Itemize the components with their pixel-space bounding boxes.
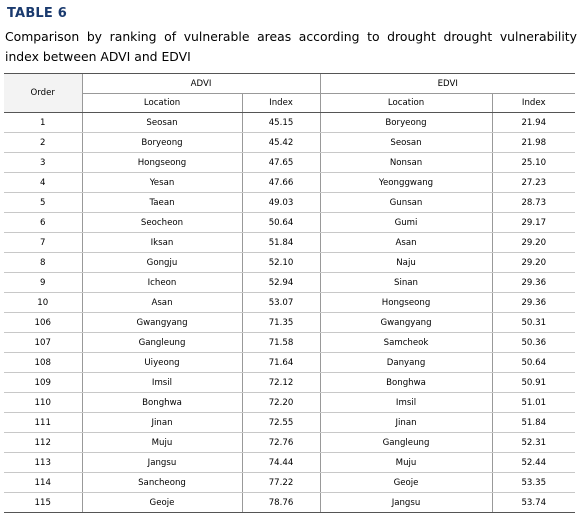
cell-edvi-index: 29.20 [492,253,575,273]
header-advi-index: Index [242,94,320,113]
cell-advi-index: 49.03 [242,193,320,213]
cell-advi-location: Iksan [82,233,242,253]
cell-advi-index: 45.42 [242,133,320,153]
cell-edvi-location: Jinan [320,413,492,433]
cell-edvi-location: Gunsan [320,193,492,213]
table-row [4,453,575,473]
table-row [4,233,575,253]
table-row [4,293,575,313]
cell-edvi-index: 51.01 [492,393,575,413]
table-row [4,313,575,333]
cell-advi-index: 52.94 [242,273,320,293]
header-edvi-location: Location [320,94,492,113]
cell-order: 106 [4,313,82,333]
cell-advi-location: Geoje [82,493,242,513]
table-row [4,273,575,293]
cell-edvi-location: Naju [320,253,492,273]
cell-edvi-location: Muju [320,453,492,473]
cell-edvi-location: Gangleung [320,433,492,453]
table-row [4,373,575,393]
cell-advi-index: 47.66 [242,173,320,193]
cell-order: 5 [4,193,82,213]
cell-advi-location: Asan [82,293,242,313]
cell-edvi-index: 29.36 [492,273,575,293]
cell-edvi-index: 29.20 [492,233,575,253]
cell-edvi-index: 52.44 [492,453,575,473]
cell-order: 6 [4,213,82,233]
cell-edvi-location: Samcheok [320,333,492,353]
cell-order: 114 [4,473,82,493]
table-label: TABLE 6 [7,6,67,21]
cell-edvi-index: 52.31 [492,433,575,453]
cell-edvi-index: 21.98 [492,133,575,153]
cell-advi-location: Jinan [82,413,242,433]
cell-advi-location: Gwangyang [82,313,242,333]
cell-edvi-location: Gwangyang [320,313,492,333]
cell-advi-index: 77.22 [242,473,320,493]
cell-advi-index: 72.12 [242,373,320,393]
cell-edvi-index: 25.10 [492,153,575,173]
cell-advi-index: 78.76 [242,493,320,513]
cell-order: 3 [4,153,82,173]
cell-edvi-location: Geoje [320,473,492,493]
header-edvi-index: Index [492,94,575,113]
table-header [4,74,575,113]
cell-advi-index: 50.64 [242,213,320,233]
header-advi-location: Location [82,94,242,113]
table-row [4,333,575,353]
table-row [4,193,575,213]
cell-edvi-index: 50.91 [492,373,575,393]
cell-advi-index: 51.84 [242,233,320,253]
cell-edvi-index: 29.36 [492,293,575,313]
cell-order: 9 [4,273,82,293]
cell-edvi-location: Asan [320,233,492,253]
cell-advi-location: Sancheong [82,473,242,493]
cell-advi-location: Gongju [82,253,242,273]
cell-order: 2 [4,133,82,153]
cell-edvi-index: 51.84 [492,413,575,433]
table-body [4,113,575,513]
cell-advi-location: Seocheon [82,213,242,233]
cell-advi-location: Muju [82,433,242,453]
cell-order: 4 [4,173,82,193]
table-row [4,493,575,513]
cell-advi-location: Bonghwa [82,393,242,413]
cell-edvi-location: Sinan [320,273,492,293]
cell-edvi-index: 53.35 [492,473,575,493]
table-row [4,133,575,153]
cell-advi-index: 72.76 [242,433,320,453]
cell-edvi-index: 28.73 [492,193,575,213]
header-order: Order [4,74,82,113]
cell-advi-index: 45.15 [242,113,320,133]
cell-advi-location: Seosan [82,113,242,133]
cell-edvi-index: 50.31 [492,313,575,333]
cell-edvi-location: Boryeong [320,113,492,133]
cell-order: 115 [4,493,82,513]
table-row [4,353,575,373]
data-table [4,73,575,513]
cell-advi-location: Icheon [82,273,242,293]
cell-advi-index: 71.64 [242,353,320,373]
table-row [4,213,575,233]
cell-edvi-location: Hongseong [320,293,492,313]
cell-order: 8 [4,253,82,273]
cell-edvi-index: 21.94 [492,113,575,133]
cell-order: 10 [4,293,82,313]
cell-edvi-location: Jangsu [320,493,492,513]
cell-advi-index: 72.20 [242,393,320,413]
cell-edvi-index: 29.17 [492,213,575,233]
cell-edvi-index: 27.23 [492,173,575,193]
cell-advi-index: 72.55 [242,413,320,433]
cell-order: 7 [4,233,82,253]
cell-order: 107 [4,333,82,353]
cell-edvi-location: Gumi [320,213,492,233]
cell-order: 1 [4,113,82,133]
cell-edvi-location: Nonsan [320,153,492,173]
table-row [4,393,575,413]
cell-advi-index: 74.44 [242,453,320,473]
table-row [4,113,575,133]
cell-advi-index: 71.58 [242,333,320,353]
cell-order: 111 [4,413,82,433]
cell-advi-location: Hongseong [82,153,242,173]
cell-edvi-location: Imsil [320,393,492,413]
cell-advi-location: Imsil [82,373,242,393]
cell-order: 109 [4,373,82,393]
cell-order: 113 [4,453,82,473]
cell-advi-location: Gangleung [82,333,242,353]
cell-advi-location: Yesan [82,173,242,193]
cell-advi-location: Uiyeong [82,353,242,373]
cell-order: 112 [4,433,82,453]
cell-edvi-location: Danyang [320,353,492,373]
cell-advi-index: 71.35 [242,313,320,333]
cell-advi-index: 53.07 [242,293,320,313]
table-row [4,473,575,493]
cell-edvi-location: Yeonggwang [320,173,492,193]
table-row [4,153,575,173]
table-caption: Comparison by ranking of vulnerable areas according to drought drought vulnerability index between ADVI and EDVI [5,29,577,64]
cell-edvi-index: 50.64 [492,353,575,373]
cell-order: 108 [4,353,82,373]
cell-edvi-index: 50.36 [492,333,575,353]
cell-edvi-location: Seosan [320,133,492,153]
cell-advi-location: Boryeong [82,133,242,153]
cell-advi-index: 52.10 [242,253,320,273]
table-row [4,253,575,273]
cell-advi-location: Jangsu [82,453,242,473]
header-edvi: EDVI [320,74,575,94]
table-row [4,413,575,433]
cell-edvi-index: 53.74 [492,493,575,513]
table-row [4,173,575,193]
cell-edvi-location: Bonghwa [320,373,492,393]
table-row [4,433,575,453]
cell-advi-index: 47.65 [242,153,320,173]
header-advi: ADVI [82,74,320,94]
cell-order: 110 [4,393,82,413]
cell-advi-location: Taean [82,193,242,213]
